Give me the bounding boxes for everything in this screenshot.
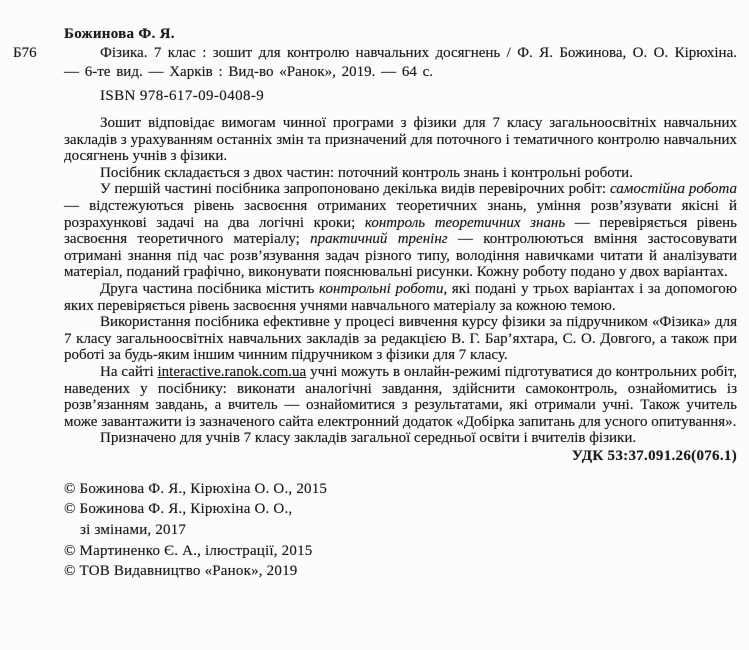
annotation-paragraph: Посібник складається з двох частин: поточний контроль знань і контрольні роботи.	[100, 164, 633, 181]
bibliographic-block	[13, 44, 737, 82]
site-url: interactive.ranok.com.ua	[157, 363, 307, 380]
annotation-paragraph	[64, 281, 737, 314]
copyright-block	[64, 479, 737, 582]
copyright-line: © Божинова Ф. Я., Кірюхіна О. О.,	[64, 501, 293, 518]
copyright-line-continuation: зі змінами, 2017	[80, 522, 187, 539]
term-kontrolni-roboty: контрольні роботи	[319, 280, 444, 297]
copyright-line: © Божинова Ф. Я., Кірюхіна О. О., 2015	[64, 480, 328, 497]
annotation-text: У першій частині посібника запропоновано декілька видів перевірочних робіт:	[100, 181, 610, 198]
annotation-text: — відстежуються рівень засвоєння отриманих теоретичних знань, уміння розв’язувати якісні й розрахункові задачі на два логічні кроки;	[64, 197, 737, 231]
annotation-paragraph: Використання посібника ефективне у процесі вивчення курсу фізики за підручником «Фізика» для 7 класу загальноосвітніх навчальних закладів за редакцією В. Г. Бар’яхтара, С. О. Довгого, а також при роботі за будь-яким іншим чинним підручником з фізики для 7 класу.	[64, 314, 737, 364]
author-heading: Божинова Ф. Я.	[64, 26, 175, 42]
udc-number: УДК 53:37.091.26(076.1)	[571, 447, 737, 464]
copyright-line: © ТОВ Видавництво «Ранок», 2019	[64, 563, 298, 580]
annotation-text: Друга частина посібника містить	[100, 280, 320, 297]
annotation-paragraph	[64, 364, 737, 430]
annotation-text: — перевіряється рівень засвоєння теоретичного матеріалу;	[64, 214, 737, 248]
annotation-paragraph	[64, 181, 737, 281]
term-praktychnyi-treninh: практичний тренінг	[310, 231, 448, 248]
term-kontrol-teoretychnykh-znan: контроль теоретичних знань	[364, 214, 566, 231]
annotation-block	[64, 115, 737, 447]
annotation-text: — контролюються вміння застосовувати отримані знання під час розв’язування задач різного типу, володіння навичками читати й аналізувати матеріал, поданий графічно, виконувати пояснювальні рисунки. Кожну роботу подано у двох варіантах.	[64, 231, 738, 281]
annotation-paragraph: Призначено для учнів 7 класу закладів загальної середньої освіти і вчителів фізики.	[100, 430, 637, 447]
isbn-line: ISBN 978-617-09-0408-9	[100, 88, 265, 104]
bibliographic-entry: Фізика. 7 клас : зошит для контролю навчальних досягнень / Ф. Я. Божинова, О. О. Кірюхіна. — 6-те вид. — Харків : Вид-во «Ранок», 2019. — 64 с.	[64, 45, 737, 80]
annotation-text: , які подані у трьох варіантах і за допомогою яких перевіряється рівень засвоєння учнями навчального матеріалу за кожною темою.	[64, 280, 737, 314]
term-samostiina-robota: самостійна робота	[610, 181, 737, 198]
annotation-paragraph: Зошит відповідає вимогам чинної програми з фізики для 7 класу загальноосвітніх навчальних закладів з урахуванням останніх змін та призначений для поточного і тематичного контролю навчальних досягнень учнів з фізики.	[64, 115, 737, 165]
annotation-text: учні можуть в онлайн-режимі підготуватися до контрольних робіт, наведених у посібнику: виконати аналогічні завдання, здійснити самоконтроль, ознайомитись із розв’язанням завдань, а вчитель — ознайомитися з результатами, які отримали учні. Також учитель може завантажити із зазначеного сайта електронний додаток «Добірка запитань для усного опитування».	[64, 363, 737, 430]
annotation-text: На сайті	[100, 363, 158, 380]
copyright-line: © Мартиненко Є. А., ілюстрації, 2015	[64, 542, 313, 559]
classification-code: Б76	[13, 45, 37, 61]
